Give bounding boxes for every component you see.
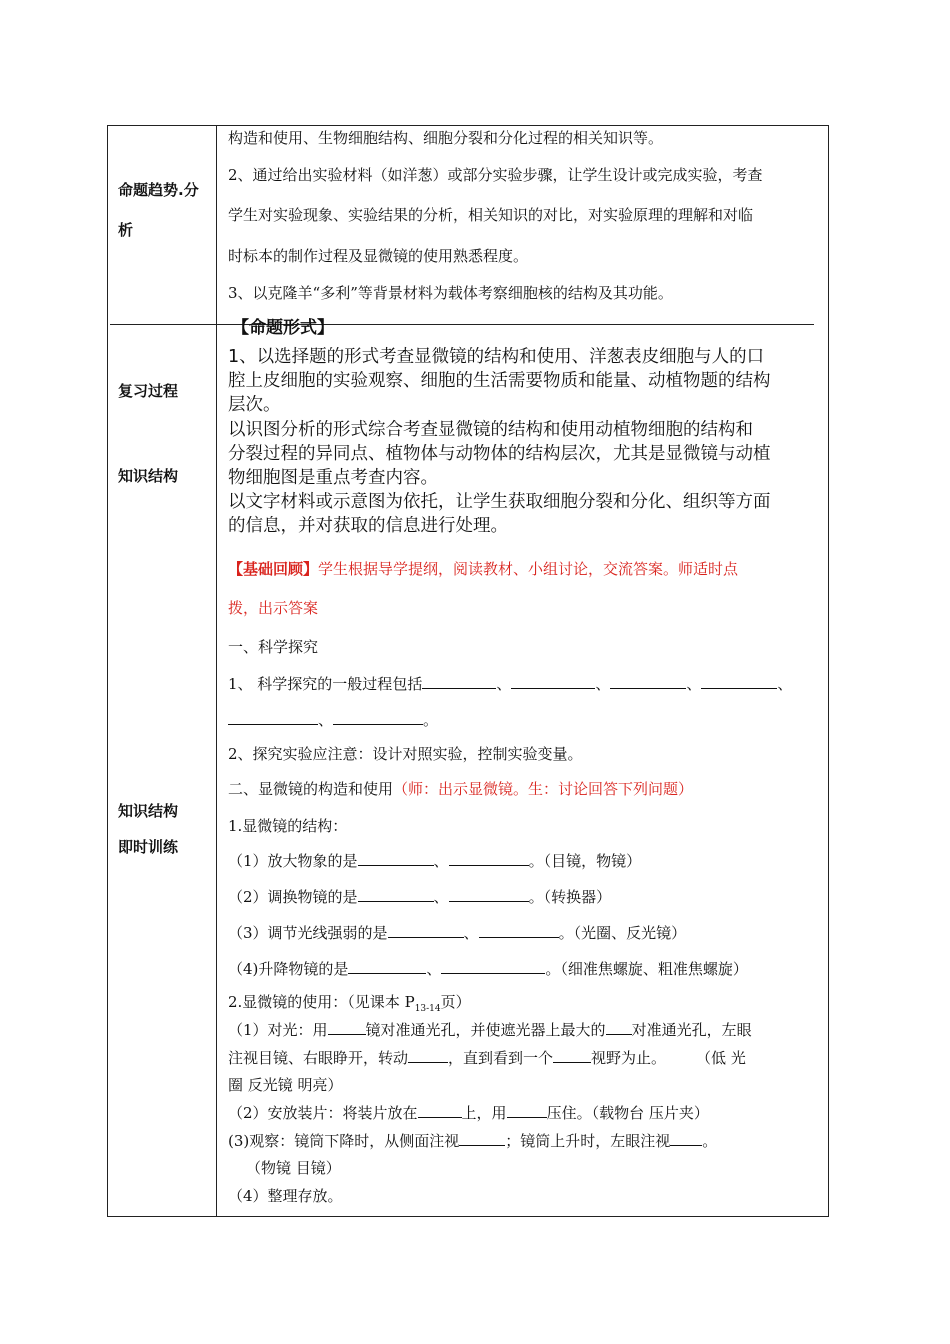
form-line-2: 腔上皮细胞的实验观察、细胞的生活需要物质和能量、动植物题的结构 [228,371,771,391]
structure-heading: 1.显微镜的结构： [228,817,348,835]
separator: 、 [433,852,449,870]
answer-blank[interactable] [228,710,318,725]
label-knowledge-2: 知识结构 [118,802,179,820]
step-text: （1）对光：用 [228,1021,328,1039]
usage-step-3-answer: （物镜 目镜） [246,1159,341,1177]
step-text: 镜对准通光孔，并使遮光器上最大的 [365,1021,606,1039]
separator: 、 [433,888,449,906]
label-review: 复习过程 [118,382,179,400]
structure-q2 [228,887,611,907]
separator: 、 [686,675,702,693]
trend-line-2: 2、通过给出实验材料（如洋葱）或部分实验步骤，让学生设计或完成实验，考查 [228,166,763,184]
answer-blank[interactable] [507,1103,547,1118]
form-line-6: 物细胞图是重点考查内容。 [228,468,438,488]
separator: 、 [777,675,793,693]
separator: 、 [318,711,334,729]
answer-blank[interactable] [358,851,434,866]
answer-blank[interactable] [348,959,426,974]
separator: 、 [463,924,479,942]
answer-blank[interactable] [479,923,559,938]
usage-step-1 [228,1020,752,1040]
step-text: (3)观察：镜筒下降时，从侧面注视 [228,1132,460,1150]
form-heading: 【命题形式】 [232,318,334,338]
label-knowledge: 知识结构 [118,467,179,485]
column-divider [216,125,217,1217]
section-divider [110,324,814,325]
answer-blank[interactable] [449,887,529,902]
science-heading: 一、科学探究 [228,638,319,656]
trend-line-5: 3、以克隆羊“多利”等背景材料为载体考察细胞核的结构及其功能。 [228,284,673,302]
answer-blank[interactable] [333,710,423,725]
q-text: （4)升降物镜的是 [228,960,349,978]
usage-step-4: （4）整理存放。 [228,1187,343,1205]
step-text: （2）安放装片：将装片放在 [228,1104,418,1122]
trend-line-1: 构造和使用、生物细胞结构、细胞分裂和分化过程的相关知识等。 [228,129,664,147]
q-text: （2）调换物镜的是 [228,888,358,906]
usage-step-1-cont [228,1048,746,1068]
trend-line-4: 时标本的制作过程及显微镜的使用熟悉程度。 [228,247,529,265]
microscope-heading-note: （师：出示显微镜。生：讨论回答下列问题） [393,780,694,798]
label-trend: 命题趋势.分 [118,181,199,199]
answer-blank[interactable] [610,674,686,689]
answer-blank[interactable] [606,1020,632,1035]
form-line-4: 以识图分析的形式综合考查显微镜的结构和使用动植物细胞的结构和 [228,420,753,440]
period: 。 [423,711,439,729]
usage-step-3 [228,1131,717,1151]
trend-line-3: 学生对实验现象、实验结果的分析，相关知识的对比，对实验原理的理解和对临 [228,206,754,224]
label-trend-cont: 析 [118,221,134,239]
form-line-3: 层次。 [228,395,281,415]
answer-blank[interactable] [328,1020,366,1035]
q-text: （1）放大物象的是 [228,852,358,870]
structure-q1 [228,851,641,871]
review-line-2: 拨，出示答案 [228,599,319,617]
answer-blank[interactable] [459,1131,505,1146]
step-text: 注视目镜、右眼睁开，转动 [228,1049,409,1067]
q-answer: 。（细准焦螺旋、粗准焦螺旋） [545,960,748,978]
answer-blank[interactable] [358,887,434,902]
form-line-1: 1、以选择题的形式考查显微镜的结构和使用、洋葱表皮细胞与人的口 [228,347,765,367]
science-q1 [228,674,792,694]
usage-heading [228,992,471,1019]
review-text: 学生根据导学提纲，阅读教材、小组讨论，交流答案。师适时点 [318,560,739,578]
step-text: 压住。（载物台 压片夹） [546,1104,709,1122]
microscope-heading-text: 二、显微镜的构造和使用 [228,780,394,798]
usage-heading-text: 2.显微镜的使用：（见课本 P [228,993,415,1011]
usage-step-2 [228,1103,709,1123]
usage-step-1-answer: 圈 反光镜 明亮） [228,1076,343,1094]
page-range: 13-14 [414,1004,441,1014]
review-line-1 [228,559,738,579]
science-q1-text: 1、 科学探究的一般过程包括 [228,675,423,693]
step-text: 上，用 [461,1104,507,1122]
q-answer: 。（目镜，物镜） [528,852,642,870]
separator: 、 [426,960,442,978]
step-text: ，直到看到一个 [448,1049,554,1067]
q-answer: 。（光圈、反光镜） [558,924,687,942]
usage-heading-end: 页） [440,993,471,1011]
step-text: 对准通光孔，左眼 [631,1021,752,1039]
separator: 、 [595,675,611,693]
answer-blank[interactable] [449,851,529,866]
form-line-8: 的信息，并对获取的信息进行处理。 [228,516,508,536]
answer-blank[interactable] [418,1103,462,1118]
answer-blank[interactable] [511,674,595,689]
review-tag: 【基础回顾】 [228,560,319,578]
label-training: 即时训练 [118,838,179,856]
science-q2: 2、探究实验应注意：设计对照实验，控制实验变量。 [228,745,583,763]
step-text: ；镜筒上升时，左眼注视 [505,1132,671,1150]
answer-blank[interactable] [422,674,496,689]
step-text: 。 [702,1132,718,1150]
answer-blank[interactable] [701,674,777,689]
microscope-heading [228,779,693,799]
answer-blank[interactable] [441,959,545,974]
step-answer: （低 光 [696,1049,746,1067]
separator: 、 [496,675,512,693]
structure-q4 [228,959,748,979]
science-q1-cont [228,710,438,730]
answer-blank[interactable] [408,1048,448,1063]
step-text: 视野为止。 [591,1049,667,1067]
q-text: （3）调节光线强弱的是 [228,924,388,942]
answer-blank[interactable] [553,1048,591,1063]
answer-blank[interactable] [388,923,464,938]
structure-q3 [228,923,686,943]
answer-blank[interactable] [670,1131,702,1146]
form-line-7: 以文字材料或示意图为依托，让学生获取细胞分裂和分化、组织等方面 [228,492,771,512]
form-line-5: 分裂过程的异同点、植物体与动物体的结构层次，尤其是显微镜与动植 [228,444,771,464]
q-answer: 。（转换器） [528,888,612,906]
